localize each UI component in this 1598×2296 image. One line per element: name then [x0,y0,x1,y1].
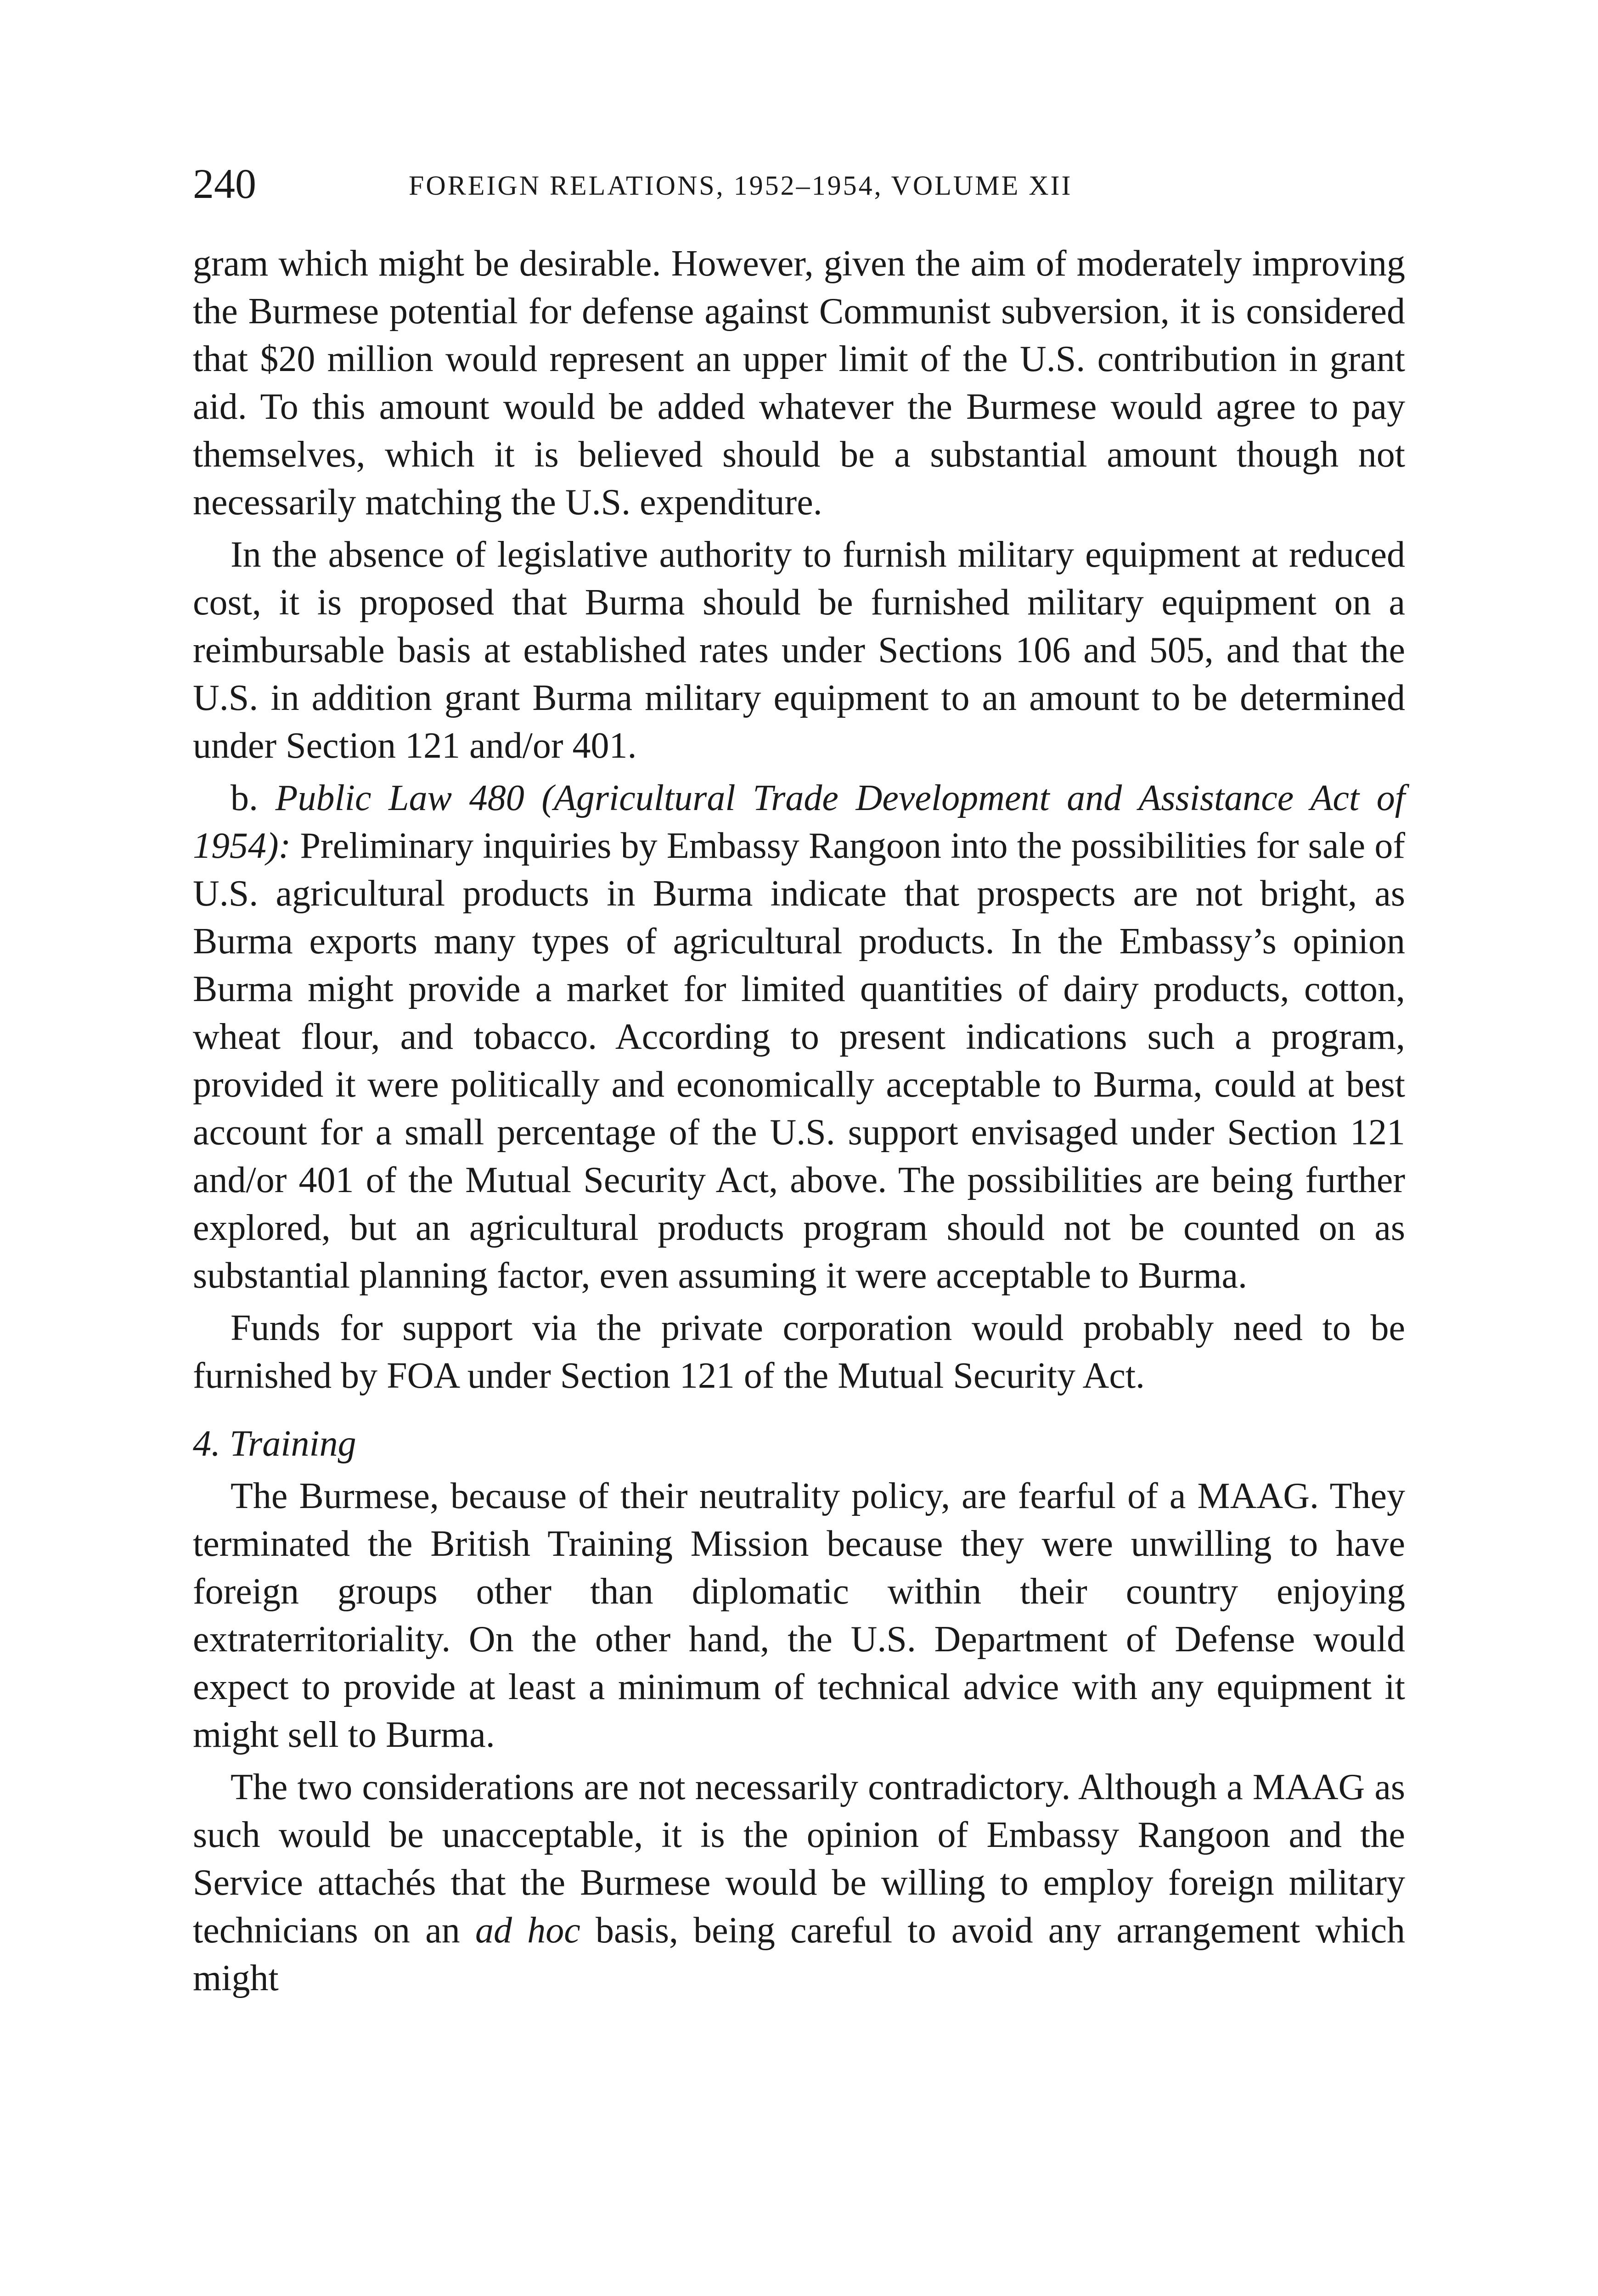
paragraph-body: The two considerations are not necessarily contradictory. Although a MAAG as such would be unacceptable, it is the opinion of Embassy Rangoon and the Service attachés that the Burmese would be willing to employ foreign military technicians on an [193,1767,1405,1951]
paragraph-funds: Funds for support via the private corporation would probably need to be furnished by FOA under Section 121 of the Mutual Security Act. [193,1308,1405,1396]
paragraph-considerations [193,1763,1405,2002]
paragraph-italic-term: ad hoc [475,1910,580,1951]
paragraph-equipment: In the absence of legislative authority to furnish military equipment at reduced cost, it is proposed that Burma should be furnished military equipment on a reimbursable basis at established rates under Sections 106 and 505, and that the U.S. in addition grant Burma military equipment to an amount to be determined under Section 121 and/or 401. [193,535,1405,766]
page-header [193,156,1405,211]
running-head: FOREIGN RELATIONS, 1952–1954, VOLUME XII [409,170,1073,201]
paragraph-body-end: basis, being careful to avoid any arrangement which might [193,1910,1405,1998]
paragraph-maag: The Burmese, because of their neutrality policy, are fearful of a MAAG. They terminated the British Training Mission because they were unwilling to have foreign groups other than diplomatic within their country enjoying extraterritoriality. On the other hand, the U.S. Department of Defense would expect to provide at least a minimum of technical advice with any equipment it might sell to Burma. [193,1476,1405,1755]
body-text [193,240,1405,2002]
paragraph-italic-title: Public Law 480 (Agricultural Trade Development and Assistance Act of 1954): [193,778,1405,866]
section-heading-training: 4. Training [193,1424,356,1464]
paragraph-grant-aid: gram which might be desirable. However, given the aim of moderately improving the Burmese potential for defense against Communist subversion, it is considered that $20 million would represent an upper limit of the U.S. contribution in grant aid. To this amount would be added whatever the Burmese would agree to pay themselves, which it is believed should be a substantial amount though not necessarily matching the U.S. expenditure. [193,243,1405,523]
paragraph-public-law-480 [193,774,1405,1300]
page-number: 240 [193,160,256,207]
paragraph-lead: b. [231,778,276,818]
paragraph-body: Preliminary inquiries by Embassy Rangoon into the possibilities for sale of U.S. agricultural products in Burma indicate that prospects are not bright, as Burma exports many types of agricultural products. In the Embassy’s opinion Burma might provide a market for limited quantities of dairy products, cotton, wheat flour, and tobacco. According to present indications such a program, provided it were politically and economically acceptable to Burma, could at best account for a small percentage of the U.S. support envisaged under Section 121 and/or 401 of the Mutual Security Act, above. The possibilities are being further explored, but an agricultural products program should not be counted on as substantial planning factor, even assuming it were acceptable to Burma. [193,826,1405,1296]
